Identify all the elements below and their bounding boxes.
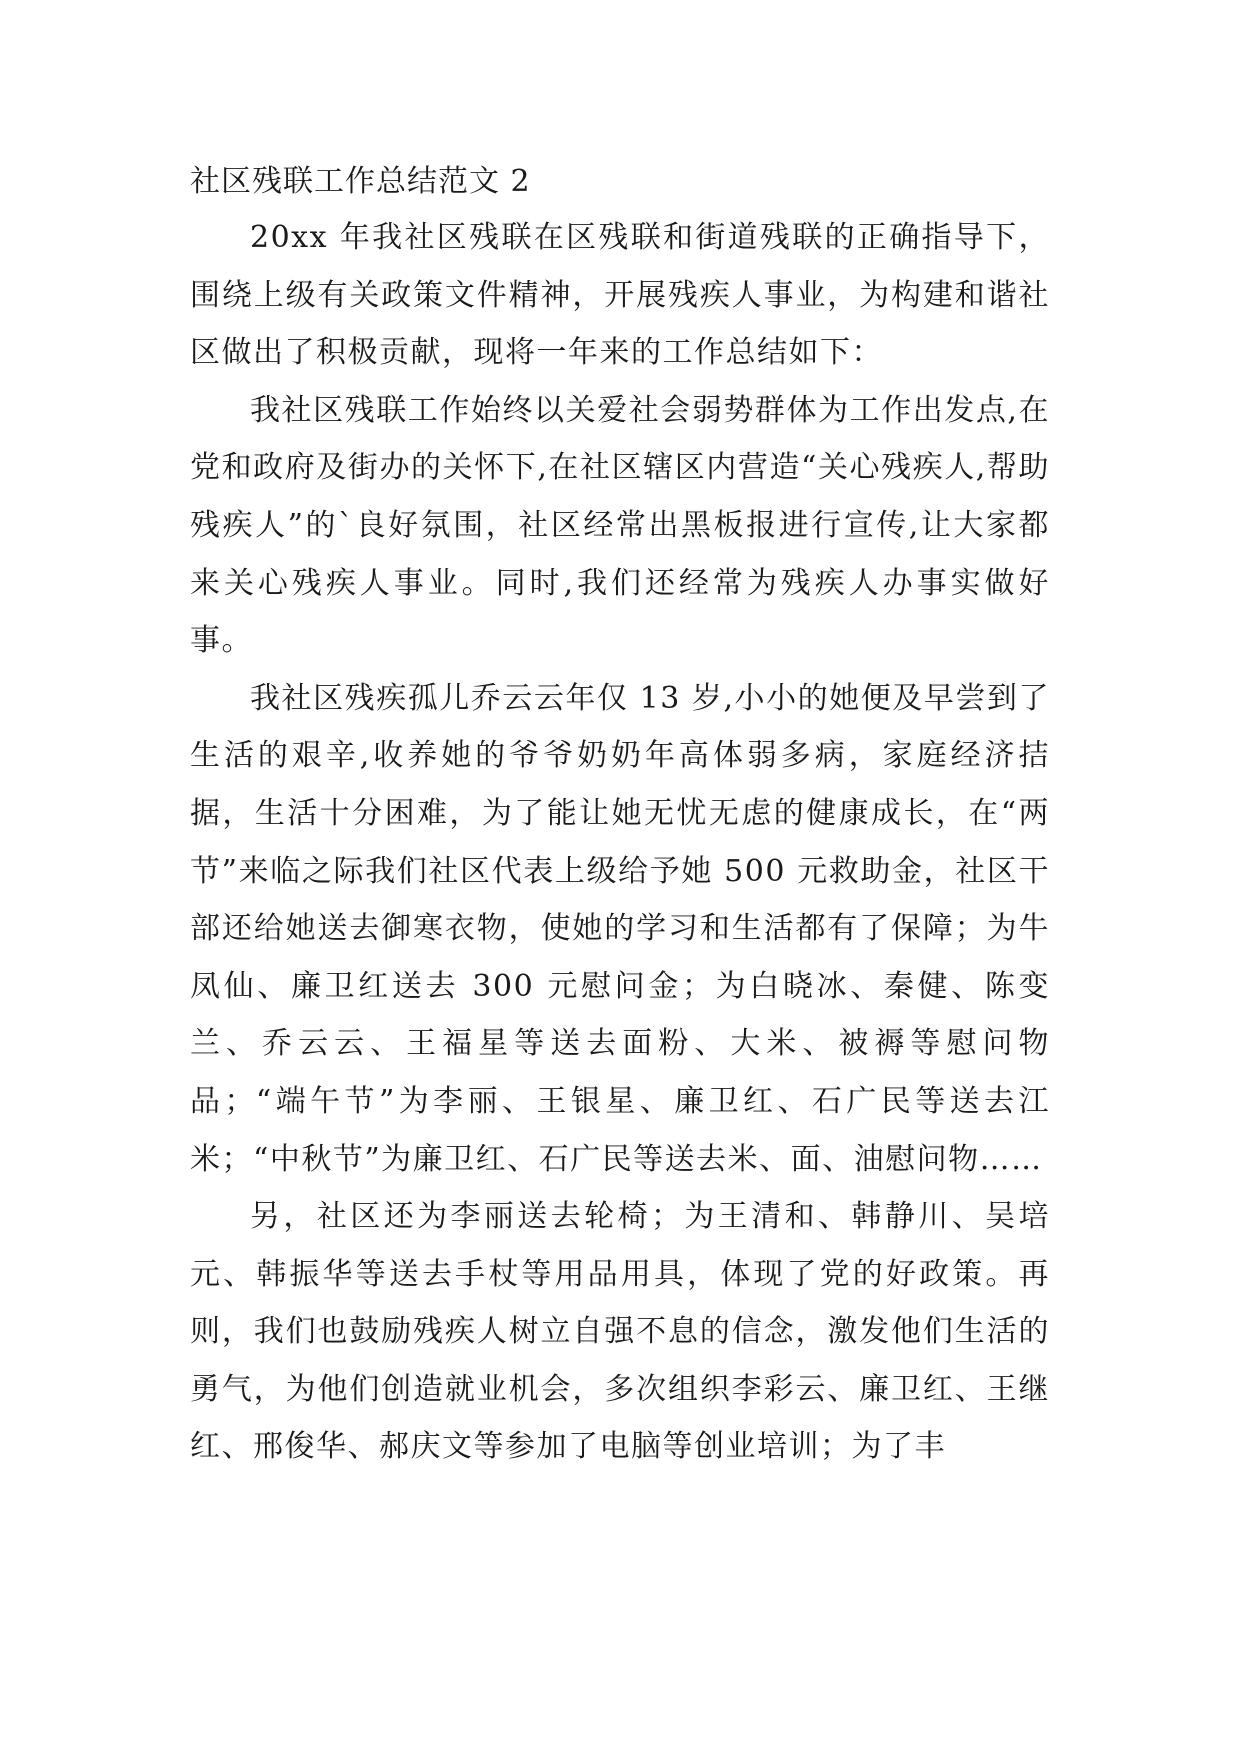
document-title: 社区残联工作总结范文 2 (190, 164, 531, 199)
paragraph-relief-cases: 我社区残疾孤儿乔云云年仅 13 岁,小小的她便及早尝到了生活的艰辛,收养她的爷爷奶奶年高体弱多病，家庭经济拮据，生活十分困难，为了能让她无忧无虑的健康成长，在“两节”来临之际我们社区代表上级给予她 500 元救助金，社区干部还给她送去御寒衣物，使她的学习和生活都有了保障；为牛凤仙、廉卫红送去 300 元慰问金；为白晓冰、秦健、陈变兰、乔云云、王福星等送去面粉、大米、被褥等慰问物品；“端午节”为李丽、王银星、廉卫红、石广民等送去江米；“中秋节”为廉卫红、石广民等送去米、面、油慰问物…… (190, 680, 1050, 1177)
paragraph-care-work: 我社区残联工作始终以关爱社会弱势群体为工作出发点,在党和政府及街办的关怀下,在社区辖区内营造“关心残疾人,帮助残疾人”的`良好氛围，社区经常出黑板报进行宣传,让大家都来关心残疾人事业。同时,我们还经常为残疾人办事实做好事。 (190, 392, 1050, 659)
paragraph-intro: 20xx 年我社区残联在区残联和街道残联的正确指导下，围绕上级有关政策文件精神，开展残疾人事业，为构建和谐社区做出了积极贡献，现将一年来的工作总结如下： (190, 220, 1050, 371)
paragraph-support-training: 另，社区还为李丽送去轮椅；为王清和、韩静川、吴培元、韩振华等送去手杖等用品用具，体现了党的好政策。再则，我们也鼓励残疾人树立自强不息的信念，激发他们生活的勇气，为他们创造就业机会，多次组织李彩云、廉卫红、王继红、邢俊华、郝庆文等参加了电脑等创业培训；为了丰 (190, 1199, 1050, 1465)
document-body (190, 209, 1050, 1476)
